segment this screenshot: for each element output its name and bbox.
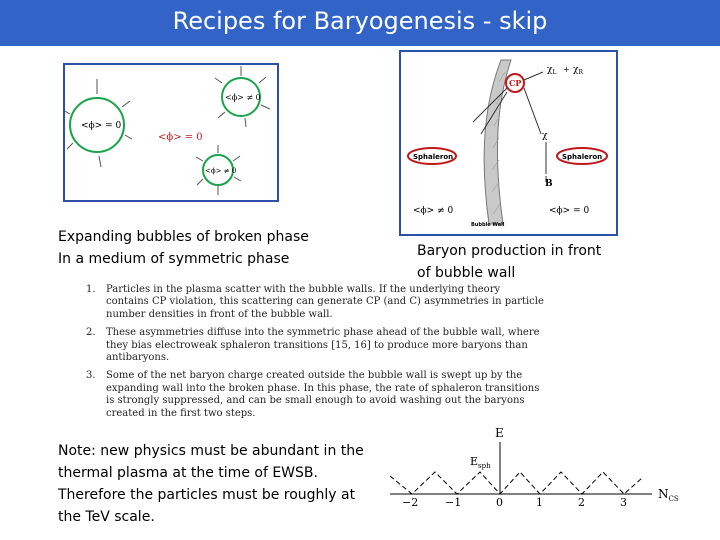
mechanism-steps [86,284,546,426]
slide-title: Recipes for Baryogenesis - skip [172,7,548,35]
tick-label: −2 [402,496,419,509]
title-bar [0,0,720,46]
chi-left-label: $\chi_L$ [547,65,557,76]
tick-label: 3 [620,496,627,509]
periodic-vacuum-curve [390,472,642,494]
right-caption-line2: of bubble wall [417,265,516,281]
bubble-diagram [65,65,277,200]
step-item: 2. These asymmetries diffuse into the symmetric phase ahead of the bubble wall, where they bias electroweak sphaleron transitions [15, 16] to produce more baryons than antibaryons. [86,327,540,364]
note-text: Note: new physics must be abundant in the thermal plasma at the time of EWSB. Therefore the particles must be roughly at the TeV scale. [58,443,364,525]
chi-mid-label: χ [542,131,548,141]
step-item: 1. Particles in the plasma scatter with the bubble walls. If the underlying theory contains CP violation, this scattering can generate CP (and C) asymmetries in particle number densities in front of the bubble wall. [86,284,544,320]
lower-bubble-label: <ϕ> ≠ 0 [205,167,237,175]
bubble-figure [63,63,279,202]
left-caption [58,226,358,270]
chern-simons-label: $N_{CS}$ [658,487,679,503]
right-caption [417,240,707,284]
sphaleron-energy-plot [390,424,690,510]
chi-plus: + [563,65,570,74]
wall-figure [399,50,618,236]
wall-label: Bubble Wall [471,222,505,228]
sphaleron-right-label: Sphaleron [562,153,603,161]
tick-label: −1 [445,496,462,509]
symmetric-phase-label: <ϕ> = 0 [549,206,590,216]
barrier-height-label: $E_{sph}$ [470,455,491,470]
step-item: 3. Some of the net baryon charge created outside the bubble wall is swept up by the expanding wall into the broken phase. In this phase, the rate of sphaleron transitions is strongly suppressed, and can be small enough to avoid washing out the baryons created in the first two steps. [86,370,540,419]
tick-label: 2 [578,496,585,509]
cp-label: CP [509,78,522,88]
outside-phase-label: <ϕ> = 0 [158,132,203,143]
left-caption-line2: In a medium of symmetric phase [58,251,290,267]
tick-label: 0 [496,496,503,509]
n-cs-ticks [402,496,627,509]
upper-bubble-label: <ϕ> ≠ 0 [225,93,261,102]
sphaleron-left-label: Sphaleron [413,153,454,161]
baryon-label: B [545,179,553,189]
right-caption-line1: Baryon production in front [417,243,602,259]
bubble-wall-diagram [401,52,616,234]
broken-phase-label: <ϕ> ≠ 0 [413,206,454,216]
tick-label: 1 [536,496,543,509]
chi-right-label: $\chi_R$ [573,65,583,76]
left-caption-line1: Expanding bubbles of broken phase [58,229,309,245]
inside-phase-label: <ϕ> = 0 [81,121,122,131]
energy-axis-label: E [495,426,504,440]
